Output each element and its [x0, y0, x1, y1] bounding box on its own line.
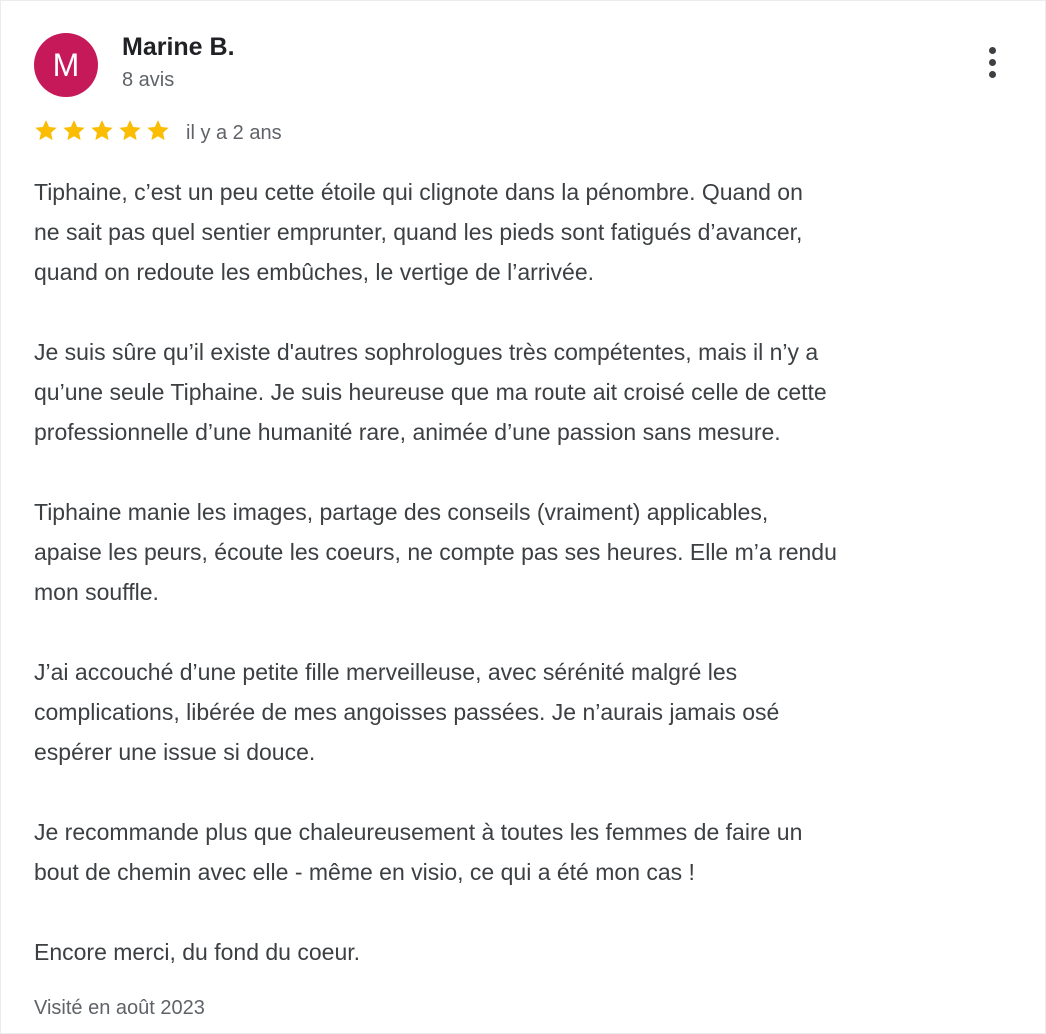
review-paragraph: Encore merci, du fond du coeur.: [34, 939, 361, 965]
more-options-button[interactable]: [973, 39, 1011, 85]
star-icon: [117, 118, 143, 144]
review-paragraph: Tiphaine, c’est un peu cette étoile qui clignote dans la pénombre. Quand on ne sait pas quel sentier emprunter, quand les pieds sont fatigués d’avancer, quand on redoute les embûches, le vertige de l’arrivée.: [34, 179, 803, 285]
avatar-letter: M: [52, 46, 80, 83]
review-paragraph: Je suis sûre qu’il existe d'autres sophrologues très compétentes, mais il n’y a qu’une seule Tiphaine. Je suis heureuse que ma route ait croisé celle de cette professionnelle d’une humanité rare, animée d’une passion sans mesure.: [34, 339, 827, 445]
review-text: [34, 172, 1024, 972]
review-paragraph: Tiphaine manie les images, partage des conseils (vraiment) applicables, apaise les peurs, écoute les coeurs, ne compte pas ses heures. Elle m’a rendu mon souffle.: [34, 499, 837, 605]
review-paragraph: J’ai accouché d’une petite fille merveilleuse, avec sérénité malgré les complications, libérée de mes angoisses passées. Je n’aurais jamais osé espérer une issue si douce.: [34, 659, 780, 765]
star-icon: [33, 118, 59, 144]
star-rating: [33, 118, 171, 144]
review-count[interactable]: 8 avis: [122, 69, 175, 91]
star-icon: [145, 118, 171, 144]
more-vertical-icon: [989, 71, 996, 78]
avatar[interactable]: [34, 33, 98, 97]
star-icon: [61, 118, 87, 144]
review-paragraph: Je recommande plus que chaleureusement à toutes les femmes de faire un bout de chemin avec elle - même en visio, ce qui a été mon cas !: [34, 819, 803, 885]
visit-date: Visité en août 2023: [34, 997, 205, 1019]
more-vertical-icon: [989, 47, 996, 54]
review-date: il y a 2 ans: [186, 122, 282, 144]
more-vertical-icon: [989, 59, 996, 66]
reviewer-name[interactable]: Marine B.: [122, 33, 235, 61]
star-icon: [89, 118, 115, 144]
